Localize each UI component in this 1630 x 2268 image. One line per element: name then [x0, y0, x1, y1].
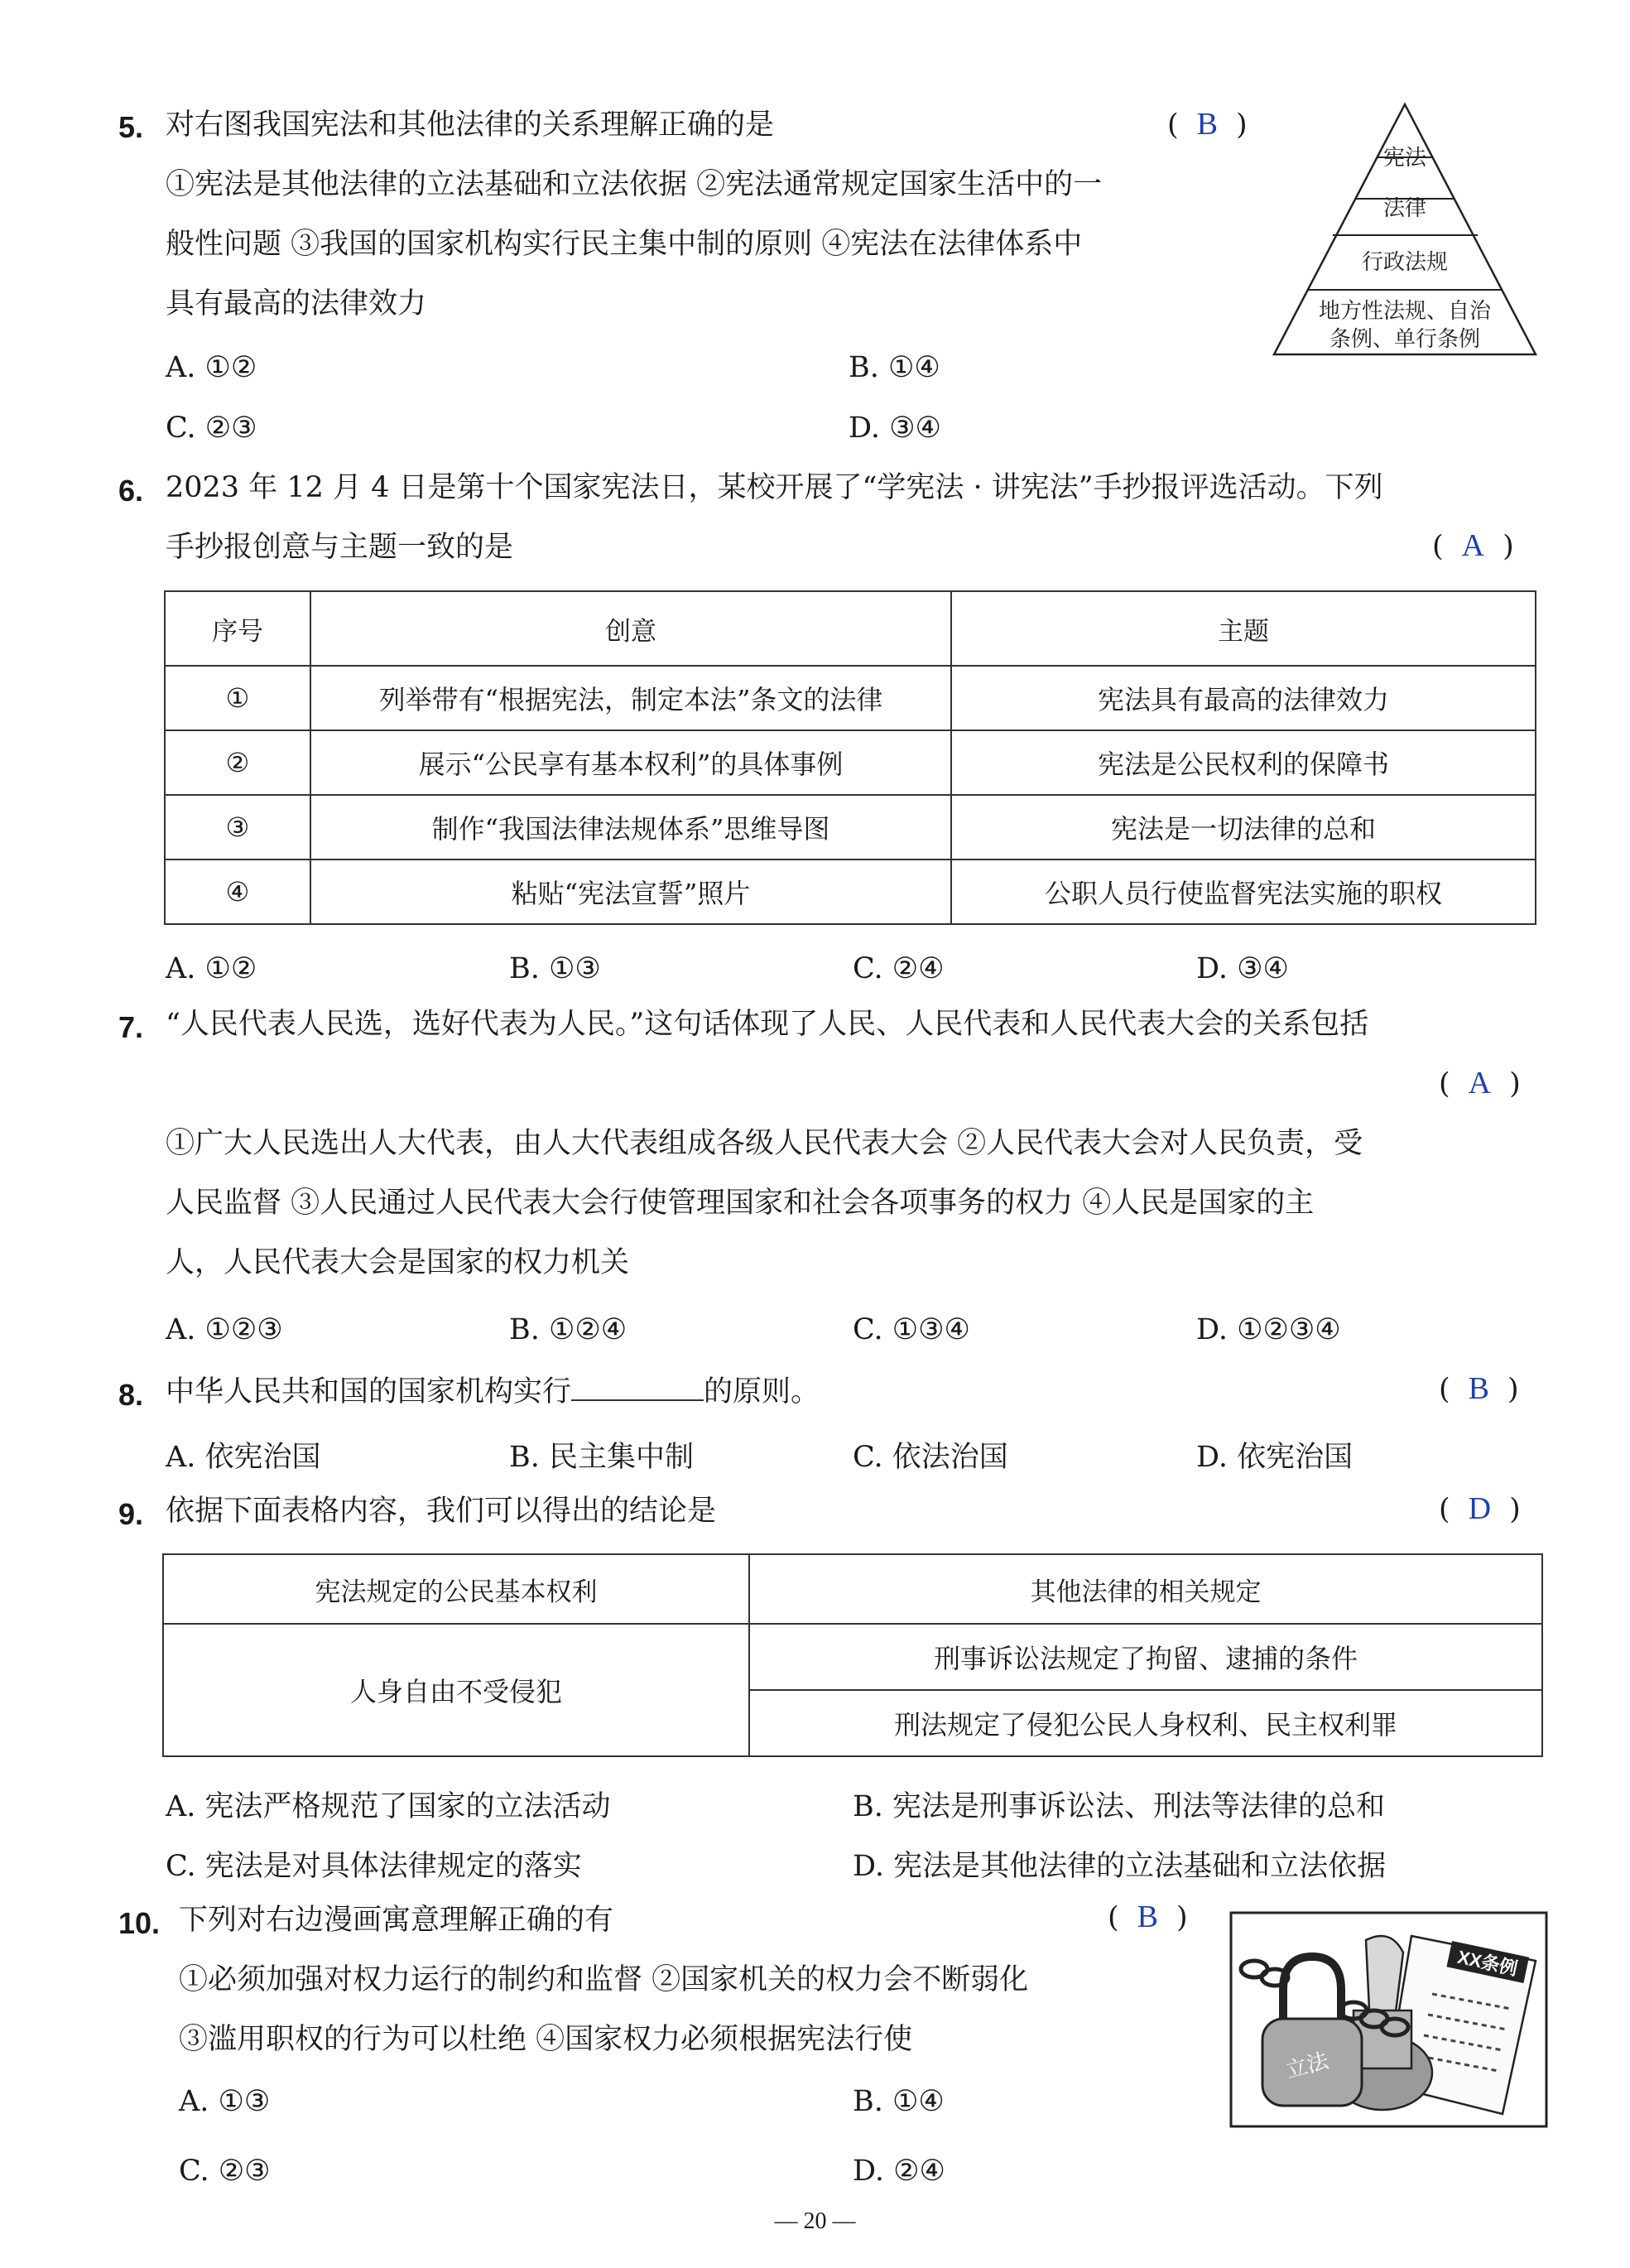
- statement-line: 人，人民代表大会是国家的权力机关: [166, 1246, 630, 1279]
- statement-line: ③滥用职权的行为可以杜绝 ④国家权力必须根据宪法行使: [179, 2023, 913, 2056]
- answer-bracket: ( B ): [1439, 1371, 1519, 1406]
- table-header: 主题: [951, 591, 1536, 666]
- question-stem: 对右图我国宪法和其他法律的关系理解正确的是: [166, 108, 775, 142]
- statement-line: ①必须加强对权力运行的制约和监督 ②国家机关的权力会不断弱化: [179, 1963, 1029, 1996]
- option-b[interactable]: B. ①④: [849, 351, 940, 384]
- question-stem: 2023 年 12 月 4 日是第十个国家宪法日，某校开展了“学宪法 · 讲宪法”手抄报评选活动。下列: [166, 471, 1383, 504]
- stem-text: 中华人民共和国的国家机构实行: [166, 1375, 572, 1408]
- table-cell: 宪法具有最高的法律效力: [951, 666, 1536, 730]
- table-row: [165, 730, 1536, 795]
- option-b[interactable]: B. 宪法是刑事诉讼法、刑法等法律的总和: [853, 1790, 1385, 1823]
- option-d[interactable]: D. ③④: [849, 412, 941, 445]
- pyramid-level-local-regulations-2: 条例、单行条例: [1329, 327, 1481, 352]
- question-stem: 依据下面表格内容，我们可以得出的结论是: [166, 1495, 717, 1528]
- page-number: — 20 —: [774, 2208, 856, 2234]
- table-row: [165, 860, 1536, 924]
- question-number: 8.: [118, 1378, 144, 1412]
- rights-laws-table: [162, 1553, 1543, 1757]
- option-c[interactable]: C. 宪法是对具体法律规定的落实: [166, 1850, 582, 1883]
- question-stem: 下列对右边漫画寓意理解正确的有: [179, 1904, 614, 1937]
- option-a[interactable]: A. 宪法严格规范了国家的立法活动: [166, 1790, 611, 1823]
- padlock-label: 立法: [1283, 2048, 1332, 2084]
- answer-blank[interactable]: [571, 1375, 704, 1401]
- question-number: 10.: [118, 1906, 161, 1940]
- table-cell: 宪法是一切法律的总和: [951, 795, 1536, 860]
- table-cell: ②: [165, 730, 310, 795]
- statement-line: ①宪法是其他法律的立法基础和立法依据 ②宪法通常规定国家生活中的一: [166, 168, 1103, 201]
- option-d[interactable]: D. 依宪治国: [1196, 1441, 1354, 1474]
- answer-bracket: ( B ): [1167, 107, 1248, 142]
- law-hierarchy-pyramid: [1271, 101, 1540, 358]
- question-number: 9.: [118, 1497, 144, 1531]
- answer-letter: B: [1468, 1371, 1490, 1406]
- option-c[interactable]: C. ②③: [166, 412, 257, 445]
- question-stem: “人民代表人民选，选好代表为人民。”这句话体现了人民、人民代表和人民代表大会的关系包括: [166, 1008, 1369, 1041]
- option-c[interactable]: C. ①③④: [853, 1313, 970, 1346]
- question-number: 6.: [118, 474, 144, 508]
- question-number: 5.: [118, 110, 144, 144]
- answer-letter: B: [1137, 1900, 1159, 1934]
- option-a[interactable]: A. ①②③: [166, 1313, 283, 1346]
- option-b[interactable]: B. ①②④: [509, 1313, 627, 1346]
- table-cell: ③: [165, 795, 310, 860]
- statement-line: 般性问题 ③我国的国家机构实行民主集中制的原则 ④宪法在法律体系中: [166, 228, 1083, 261]
- statement-line: 人民监督 ③人民通过人民代表大会行使管理国家和社会各项事务的权力 ④人民是国家的主: [166, 1187, 1315, 1220]
- answer-letter: A: [1468, 1066, 1492, 1100]
- table-row: [163, 1624, 1542, 1690]
- option-a[interactable]: A. ①②: [166, 351, 257, 384]
- cartoon-power-locked: [1229, 1911, 1548, 2128]
- option-b[interactable]: B. ①③: [509, 952, 601, 985]
- stem-text: 的原则。: [704, 1375, 820, 1408]
- table-cell: 人身自由不受侵犯: [163, 1624, 749, 1756]
- creative-theme-table: [164, 590, 1536, 925]
- table-cell: 列举带有“根据宪法，制定本法”条文的法律: [310, 666, 951, 730]
- option-c[interactable]: C. ②③: [179, 2155, 271, 2188]
- table-header: 序号: [165, 591, 310, 666]
- answer-letter: B: [1196, 107, 1219, 142]
- answer-bracket: ( A ): [1439, 1066, 1521, 1100]
- option-b[interactable]: B. ①④: [853, 2085, 945, 2118]
- table-header: 其他法律的相关规定: [749, 1554, 1542, 1624]
- answer-bracket: ( D ): [1439, 1491, 1521, 1526]
- question-stem: [166, 1375, 820, 1409]
- option-d[interactable]: D. ②④: [853, 2155, 945, 2188]
- answer-letter: D: [1468, 1491, 1492, 1526]
- pyramid-level-local-regulations: 地方性法规、自治: [1318, 299, 1492, 324]
- option-c[interactable]: C. 依法治国: [853, 1441, 1008, 1474]
- document-title: XX条例: [1455, 1946, 1520, 1980]
- table-cell: 粘贴“宪法宣誓”照片: [310, 860, 951, 924]
- option-a[interactable]: A. ①②: [166, 952, 257, 985]
- answer-bracket: ( A ): [1432, 528, 1514, 563]
- statement-line: 具有最高的法律效力: [166, 287, 427, 320]
- table-cell: 制作“我国法律法规体系”思维导图: [310, 795, 951, 860]
- option-a[interactable]: A. ①③: [179, 2085, 271, 2118]
- option-d[interactable]: D. ③④: [1196, 952, 1289, 985]
- table-cell: 刑事诉讼法规定了拘留、逮捕的条件: [749, 1624, 1542, 1690]
- table-header: 宪法规定的公民基本权利: [163, 1554, 749, 1624]
- table-cell: 公职人员行使监督宪法实施的职权: [951, 860, 1536, 924]
- answer-bracket: ( B ): [1108, 1900, 1188, 1934]
- pyramid-level-admin-regulations: 行政法规: [1361, 250, 1449, 275]
- table-cell: 刑法规定了侵犯公民人身权利、民主权利罪: [749, 1690, 1542, 1756]
- option-a[interactable]: A. 依宪治国: [166, 1441, 321, 1474]
- table-cell: ①: [165, 666, 310, 730]
- table-row: [165, 666, 1536, 730]
- statement-line: ①广大人民选出人大代表，由人大代表组成各级人民代表大会 ②人民代表大会对人民负责，受: [166, 1127, 1363, 1160]
- question-stem: 手抄报创意与主题一致的是: [166, 531, 514, 564]
- table-cell: 展示“公民享有基本权利”的具体事例: [310, 730, 951, 795]
- table-cell: ④: [165, 860, 310, 924]
- pyramid-level-law: 法律: [1382, 196, 1427, 221]
- question-number: 7.: [118, 1010, 144, 1044]
- table-row: [165, 795, 1536, 860]
- pyramid-level-constitution: 宪法: [1382, 146, 1427, 171]
- option-b[interactable]: B. 民主集中制: [509, 1441, 694, 1474]
- table-header: 创意: [310, 591, 951, 666]
- table-cell: 宪法是公民权利的保障书: [951, 730, 1536, 795]
- option-d[interactable]: D. 宪法是其他法律的立法基础和立法依据: [853, 1850, 1387, 1883]
- option-d[interactable]: D. ①②③④: [1196, 1313, 1341, 1346]
- answer-letter: A: [1461, 528, 1485, 563]
- option-c[interactable]: C. ②④: [853, 952, 945, 985]
